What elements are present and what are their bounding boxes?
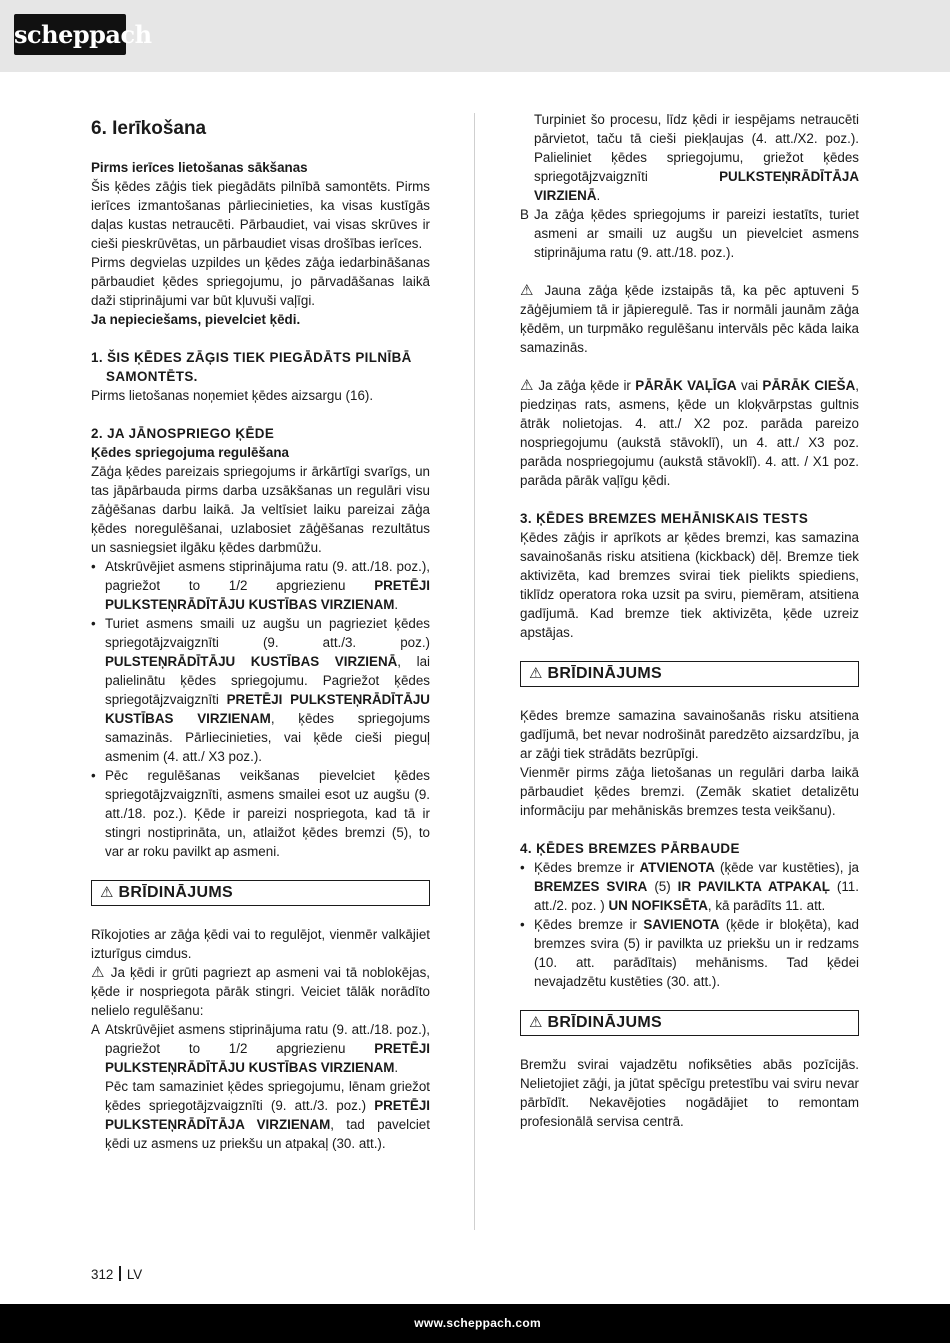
- website-link[interactable]: www.scheppach.com: [414, 1316, 541, 1330]
- warning-icon: ⚠: [91, 964, 106, 981]
- warning-box: ⚠ BRĪDINĀJUMS: [91, 880, 430, 906]
- before-use-text: Šis ķēdes zāģis tiek piegādāts pilnībā samontēts. Pirms ierīces izmantošanas pārliecinieties, ka visas kustīgās daļas kustas netraucēti. Pārbaudiet, vai visas skrūves ir cieši pieskrūvētas, un pārbaudiet visas drošības ierīces.: [91, 179, 430, 251]
- page-number: 312 LV: [91, 1267, 143, 1282]
- step-1-heading: 1. ŠIS ĶĒDES ZĀĢIS TIEK PIEGĀDĀTS PILNĪBĀ: [91, 350, 412, 365]
- warning-icon: ⚠: [100, 884, 114, 901]
- step-4-heading: 4. ĶĒDES BREMZES PĀRBAUDE: [520, 841, 740, 856]
- warning-text: Rīkojoties ar zāģa ķēdi vai to regulējot, vienmēr valkājiet izturīgus cimdus.: [91, 927, 430, 961]
- list-item: • Turiet asmens smaili uz augšu un pagrieziet ķēdes spriegotājzvaigznīti (9. att./3. poz.) PULSTEŅRĀDĪTĀJU KUSTĪBAS VIRZIENĀ, lai palielinātu ķēdes spriegojumu. Pagriežot ķēdes spriegotājzvaigznīti PRETĒJI PULKSTEŅRĀDĪTĀJU KUSTĪBAS VIRZIENAM, ķēdes spriegojums samazinās. Pārliecinieties, vai ķēde cieši pieguļ asmenim (4. att./ X3 poz.).: [91, 614, 430, 766]
- section-title: 6. Ierīkošana: [91, 118, 207, 139]
- new-chain-note: ⚠ Jauna zāģa ķēde izstaipās tā, ka pēc aptuveni 5 zāģējumiem tā ir jāpieregulē. Tas ir normāli jaunām zāģa ķēdēm, un turpmāko regulēšanu intervāls pēc kāda laika samazinās.: [520, 282, 859, 355]
- step-a: A Atskrūvējiet asmens stiprinājuma ratu (9. att./18. poz.), pagriežot to 1/2 apgriezienu PRETĒJI PULKSTEŅRĀDĪTĀJU KUSTĪBAS VIRZIENAM.: [91, 1022, 430, 1075]
- step-1-text: Pirms lietošanas noņemiet ķēdes aizsargu (16).: [91, 388, 374, 403]
- warning-box: ⚠ BRĪDINĀJUMS: [520, 1010, 859, 1036]
- page-footer: [0, 1304, 950, 1343]
- list-item: • Ķēdes bremze ir ATVIENOTA (ķēde var kustēties), ja BREMZES SVIRA (5) IR PAVILKTA ATPAKAĻ (11. att./2. poz. ) UN NOFIKSĒTA, kā parādīts 11. att.: [520, 858, 859, 915]
- tension-steps-list: [91, 557, 430, 861]
- warning-text: Ķēdes bremze samazina savainošanās risku atsitiena gadījumā, bet nevar nodrošināt paredzēto aizsardzību, ja ar zāģi tiek strādāts bezrūpīgi.: [520, 708, 859, 761]
- scheppach-logo: scheppach: [14, 14, 126, 55]
- fuel-check-text: Pirms degvielas uzpildes un ķēdes zāģa iedarbināšanas pārbaudiet ķēdes spriegojumu, jo pārvadāšanas laikā daži stiprinājumi var būt kļuvuši vaļīgi.: [91, 255, 430, 308]
- warning-icon: ⚠: [529, 665, 543, 682]
- step-a-continued: Turpiniet šo procesu, līdz ķēdi ir iespējams netraucēti pārvietot, taču tā cieši piekļaujas (4. att./X2. poz.). Palieliniet ķēdes spriegojumu, griežot ķēdes spriegotājzvaigznīti PULKSTEŅRĀDĪTĀJA VIRZIENĀ.: [534, 112, 859, 203]
- warning-text: Bremžu svirai vajadzētu nofiksēties abās pozīcijās. Nelietojiet zāģi, ja jūtat spēcīgu pretestību vai sviru nevar pārbīdīt. Nekavējoties nogādājiet to remontam profesionālā servisa centrā.: [520, 1057, 859, 1129]
- list-item: • Ķēdes bremze ir SAVIENOTA (ķēde ir bloķēta), kad bremzes svira (5) ir pavilkta uz priekšu un ir redzams (10. att. parādītais) mehānisms. Tad ķēdei nevajadzētu kustēties (30. att.).: [520, 915, 859, 991]
- warning-icon: ⚠: [520, 282, 538, 299]
- step-b: B Ja zāģa ķēdes spriegojums ir pareizi iestatīts, turiet asmeni ar smaili uz augšu un pievelciet asmens stiprinājuma ratu (9. att./18. poz.).: [520, 207, 859, 260]
- warning-box: ⚠ BRĪDINĀJUMS: [520, 661, 859, 687]
- step-a-cont: Pēc tam samaziniet ķēdes spriegojumu, lēnam griežot ķēdes spriegotājzvaigznīti (9. att./3. poz.) PRETĒJI PULKSTEŅRĀDĪTĀJA VIRZIENAM, tad pavelciet ķēdi uz asmens uz priekšu un atpakaļ (30. att.).: [105, 1079, 430, 1151]
- step-3-heading: 3. ĶĒDES BREMZES MEHĀNISKAIS TESTS: [520, 511, 809, 526]
- left-column: [91, 110, 430, 1153]
- brake-check-list: [520, 858, 859, 991]
- step-3-text: Ķēdes zāģis ir aprīkots ar ķēdes bremzi, kas samazina savainošanās risku atsitiena (kickback) dēļ. Bremze tiek aktivizēta, kad bremzes svirai tiek pielikts spiediens, tiklīdz operatora roka uzsit pa sviru, piemēram, atsitiena gadījumā. Kad bremze tiek aktivizēta, ķēde uzreiz apstājas.: [520, 530, 859, 640]
- list-item: • Atskrūvējiet asmens stiprinājuma ratu (9. att./18. poz.), pagriežot to 1/2 apgriezienu PRETĒJI PULKSTEŅRĀDĪTĀJU KUSTĪBAS VIRZIENAM.: [91, 557, 430, 614]
- step-2-heading: 2. JA JĀNOSPRIEGO ĶĒDE: [91, 426, 275, 441]
- tighten-chain-note: Ja nepieciešams, pievelciet ķēdi.: [91, 312, 301, 327]
- page-header: [0, 0, 950, 72]
- column-divider: [474, 113, 475, 1230]
- tension-note: ⚠ Ja zāģa ķēde ir PĀRĀK VAĻĪGA vai PĀRĀK CIEŠA, piedziņas rats, asmens, ķēde un kloķvārpstas gultnis ātrāk nolietojas. 4. att./ X2 poz. parāda pareizo nospriegojumu (aukstā stāvoklī), un 4. att./ X3 poz. parāda nospriegojumu (aukstā stāvoklī). 4. att. / X1 poz. parāda pārāk vaļīgu ķēdi.: [520, 377, 859, 488]
- warning-icon: ⚠: [529, 1014, 543, 1031]
- list-item: • Pēc regulēšanas veikšanas pievelciet ķēdes spriegotājzvaigznīti, asmens smailei esot uz augšu (9. att./18. poz.). Ķēde ir pareizi nospriegota, kad tā ir stingri nostiprināta, un, atlaižot ķēdes bremzi (5), to var ar roku pavilkt ap asmeni.: [91, 766, 430, 861]
- step-2-text: Zāģa ķēdes pareizais spriegojums ir ārkārtīgi svarīgs, un tas jāpārbauda pirms darba uzsākšanas un regulāri visu zāģēšanas darbu laikā. Ja veltīsiet laiku pareizai zāģa ķēdes noregulēšanai, uzlabosiet zāģēšanas rezultātus un sasniegsiet ilgāku ķēdes darbmūžu.: [91, 464, 430, 555]
- warning-text-2: Vienmēr pirms zāģa lietošanas un regulāri darba laikā pārbaudiet ķēdes bremzi. (Zemāk skatiet detalizētu informāciju par mehāniskās bremzes testa veikšanu).: [520, 765, 859, 818]
- warning-icon: ⚠: [520, 377, 535, 394]
- before-use-heading: Pirms ierīces lietošanas sākšanas: [91, 160, 308, 175]
- warning-text-2: ⚠ Ja ķēdi ir grūti pagriezt ap asmeni vai tā noblokējas, ķēde ir nospriegota pārāk stingri. Veiciet tālāk norādīto nelielo regulēšanu:: [91, 964, 430, 1018]
- right-column: [520, 110, 859, 1131]
- step-1-heading-cont: SAMONTĒTS.: [106, 369, 198, 384]
- step-2-subheading: Ķēdes spriegojuma regulēšana: [91, 445, 289, 460]
